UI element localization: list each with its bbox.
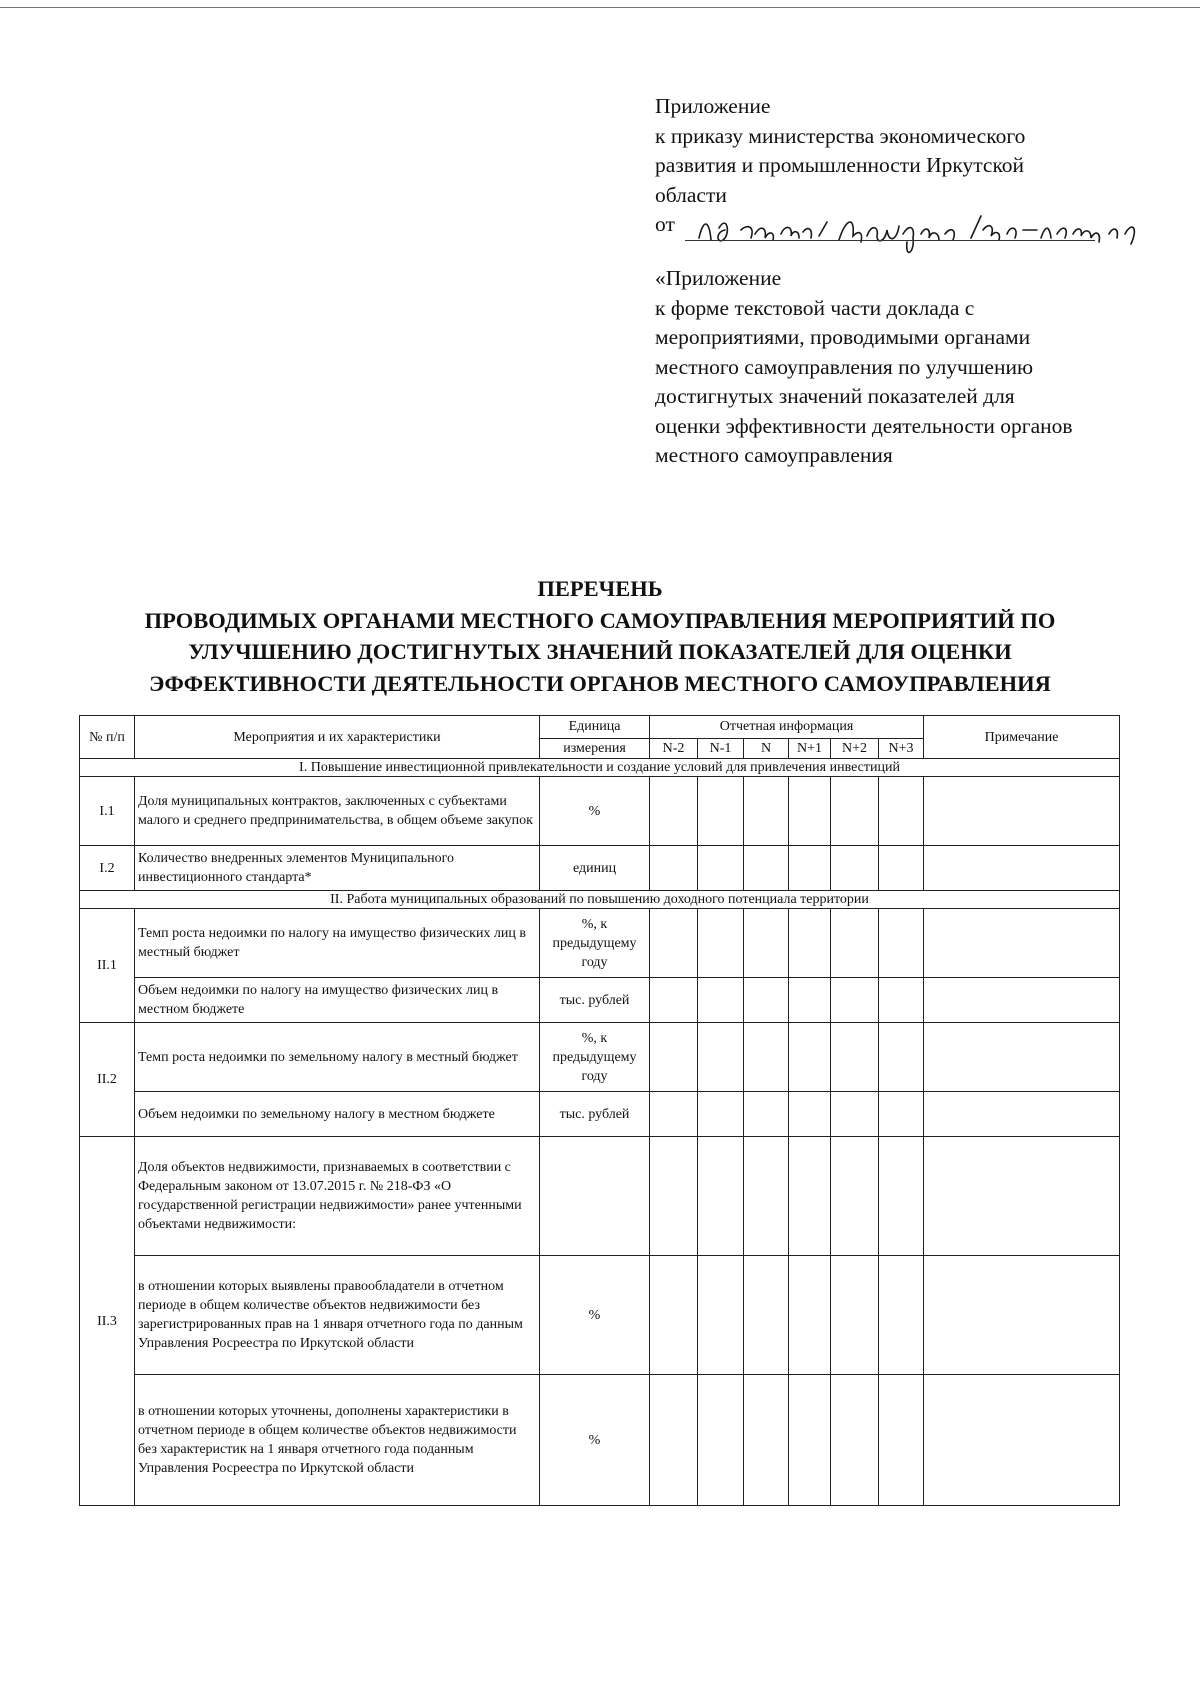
value-cell bbox=[789, 1023, 831, 1092]
value-cell bbox=[831, 1137, 879, 1256]
value-cell bbox=[698, 909, 744, 978]
header-year: N+2 bbox=[831, 738, 879, 758]
table-row bbox=[80, 1137, 1120, 1256]
value-cell bbox=[698, 1137, 744, 1256]
value-cell bbox=[789, 1092, 831, 1137]
row-unit: единиц bbox=[540, 846, 650, 891]
row-unit: % bbox=[540, 777, 650, 846]
table-header-row-1 bbox=[80, 716, 1120, 739]
header-unit-line1: Единица bbox=[540, 716, 650, 739]
table-row bbox=[80, 909, 1120, 978]
row-text: Количество внедренных элементов Муниципального инвестиционного стандарта* bbox=[135, 846, 540, 891]
appendix-line-3: развития и промышленности Иркутской bbox=[655, 153, 1025, 177]
value-cell bbox=[744, 1256, 789, 1375]
note-cell bbox=[924, 978, 1120, 1023]
value-cell bbox=[650, 846, 698, 891]
value-cell bbox=[789, 777, 831, 846]
row-unit bbox=[540, 1137, 650, 1256]
appendix-line-2: к приказу министерства экономического bbox=[655, 123, 1026, 148]
value-cell bbox=[831, 1256, 879, 1375]
value-cell bbox=[744, 1375, 789, 1506]
header-year: N bbox=[744, 738, 789, 758]
row-text: Темп роста недоимки по земельному налогу в местный бюджет bbox=[135, 1023, 540, 1092]
row-num: I.1 bbox=[80, 777, 135, 846]
title-line-3: УЛУЧШЕНИЮ ДОСТИГНУТЫХ ЗНАЧЕНИЙ ПОКАЗАТЕЛЕЙ ДЛЯ ОЦЕНКИ bbox=[188, 639, 1012, 664]
note-cell bbox=[924, 1023, 1120, 1092]
header-report: Отчетная информация bbox=[650, 716, 924, 739]
header-num: № п/п bbox=[80, 716, 135, 759]
value-cell bbox=[789, 1256, 831, 1375]
sub-appendix-line-4: местного самоуправления по улучшению bbox=[655, 354, 1034, 379]
value-cell bbox=[698, 1375, 744, 1506]
value-cell bbox=[698, 777, 744, 846]
note-cell bbox=[924, 777, 1120, 846]
value-cell bbox=[650, 1092, 698, 1137]
value-cell bbox=[879, 777, 924, 846]
appendix-date-line bbox=[655, 210, 1073, 240]
row-text: Доля объектов недвижимости, признаваемых в соответствии с Федеральным законом от 13.07.2015 г. № 218-ФЗ «О государственной регистрации недвижимости» ранее учтенными объектами недвижимости: bbox=[135, 1137, 540, 1256]
header-year: N+3 bbox=[879, 738, 924, 758]
title-line-1: ПЕРЕЧЕНЬ bbox=[537, 576, 663, 601]
section-title-2: II. Работа муниципальных образований по повышению доходного потенциала территории bbox=[80, 891, 1120, 909]
value-cell bbox=[831, 1375, 879, 1506]
sub-appendix-line-2: к форме текстовой части доклада с bbox=[655, 295, 975, 320]
note-cell bbox=[924, 1092, 1120, 1137]
appendix-line-1: Приложение bbox=[655, 94, 771, 118]
value-cell bbox=[789, 1375, 831, 1506]
row-unit: тыс. рублей bbox=[540, 978, 650, 1023]
note-cell bbox=[924, 1137, 1120, 1256]
date-prefix: от bbox=[655, 212, 675, 236]
sub-appendix-line-5: достигнутых значений показателей для bbox=[655, 384, 1015, 408]
value-cell bbox=[831, 1092, 879, 1137]
value-cell bbox=[879, 1023, 924, 1092]
value-cell bbox=[650, 1023, 698, 1092]
value-cell bbox=[744, 909, 789, 978]
measures-table bbox=[79, 715, 1120, 1506]
value-cell bbox=[831, 909, 879, 978]
table-row bbox=[80, 1375, 1120, 1506]
appendix-header bbox=[655, 92, 1073, 471]
table-row bbox=[80, 978, 1120, 1023]
section-row-2 bbox=[80, 891, 1120, 909]
value-cell bbox=[831, 846, 879, 891]
table-row bbox=[80, 777, 1120, 846]
value-cell bbox=[831, 777, 879, 846]
sub-appendix-block bbox=[655, 264, 1073, 471]
header-note: Примечание bbox=[924, 716, 1120, 759]
value-cell bbox=[650, 978, 698, 1023]
header-year: N-2 bbox=[650, 738, 698, 758]
header-unit-line2: измерения bbox=[540, 738, 650, 758]
value-cell bbox=[744, 1092, 789, 1137]
title-line-2: ПРОВОДИМЫХ ОРГАНАМИ МЕСТНОГО САМОУПРАВЛЕНИЯ МЕРОПРИЯТИЙ ПО bbox=[144, 607, 1056, 633]
value-cell bbox=[744, 846, 789, 891]
handwritten-date-text bbox=[729, 186, 1041, 216]
value-cell bbox=[744, 978, 789, 1023]
value-cell bbox=[879, 909, 924, 978]
row-num: II.3 bbox=[80, 1137, 135, 1506]
value-cell bbox=[879, 1137, 924, 1256]
sub-appendix-line-1: «Приложение bbox=[655, 266, 782, 290]
sub-appendix-line-6: оценки эффективности деятельности органов bbox=[655, 413, 1073, 438]
row-num: II.1 bbox=[80, 909, 135, 1023]
value-cell bbox=[789, 1137, 831, 1256]
value-cell bbox=[698, 978, 744, 1023]
sub-appendix-line-7: местного самоуправления bbox=[655, 443, 893, 467]
value-cell bbox=[744, 1023, 789, 1092]
value-cell bbox=[698, 846, 744, 891]
value-cell bbox=[789, 978, 831, 1023]
section-row-1 bbox=[80, 759, 1120, 777]
header-year: N+1 bbox=[789, 738, 831, 758]
row-text: Объем недоимки по налогу на имущество физических лиц в местном бюджете bbox=[135, 978, 540, 1023]
table-row bbox=[80, 1256, 1120, 1375]
header-activity: Мероприятия и их характеристики bbox=[135, 716, 540, 759]
row-text: Темп роста недоимки по налогу на имущество физических лиц в местный бюджет bbox=[135, 909, 540, 978]
top-border-line bbox=[0, 7, 1200, 8]
value-cell bbox=[879, 1375, 924, 1506]
value-cell bbox=[831, 1023, 879, 1092]
value-cell bbox=[650, 1375, 698, 1506]
value-cell bbox=[650, 1137, 698, 1256]
row-unit: % bbox=[540, 1256, 650, 1375]
handwritten-date-signature bbox=[689, 200, 1159, 258]
note-cell bbox=[924, 1375, 1120, 1506]
date-underline bbox=[685, 240, 1095, 241]
value-cell bbox=[698, 1256, 744, 1375]
value-cell bbox=[831, 978, 879, 1023]
row-unit: % bbox=[540, 1375, 650, 1506]
sub-appendix-line-3: мероприятиями, проводимыми органами bbox=[655, 325, 1031, 349]
value-cell bbox=[744, 1137, 789, 1256]
value-cell bbox=[698, 1092, 744, 1137]
value-cell bbox=[879, 1256, 924, 1375]
table-row bbox=[80, 1092, 1120, 1137]
row-unit: %, к предыдущему году bbox=[540, 1023, 650, 1092]
value-cell bbox=[879, 846, 924, 891]
section-title-1: I. Повышение инвестиционной привлекательности и создание условий для привлечения инвестиций bbox=[80, 759, 1120, 777]
header-year: N-1 bbox=[698, 738, 744, 758]
row-text: в отношении которых выявлены правообладатели в отчетном периоде в общем количестве объектов недвижимости без зарегистрированных прав на 1 января отчетного года по данным Управления Росреестра по Иркутской области bbox=[135, 1256, 540, 1375]
row-unit: тыс. рублей bbox=[540, 1092, 650, 1137]
value-cell bbox=[650, 1256, 698, 1375]
value-cell bbox=[789, 846, 831, 891]
title-line-4: ЭФФЕКТИВНОСТИ ДЕЯТЕЛЬНОСТИ ОРГАНОВ МЕСТНОГО САМОУПРАВЛЕНИЯ bbox=[149, 670, 1051, 696]
row-num: I.2 bbox=[80, 846, 135, 891]
appendix-line-4: области bbox=[655, 182, 727, 207]
row-text: Доля муниципальных контрактов, заключенных с субъектами малого и среднего предпринимательства, в общем объеме закупок bbox=[135, 777, 540, 846]
row-unit: %, к предыдущему году bbox=[540, 909, 650, 978]
note-cell bbox=[924, 846, 1120, 891]
value-cell bbox=[789, 909, 831, 978]
value-cell bbox=[650, 909, 698, 978]
note-cell bbox=[924, 909, 1120, 978]
value-cell bbox=[698, 1023, 744, 1092]
table-row bbox=[80, 846, 1120, 891]
value-cell bbox=[744, 777, 789, 846]
table-row bbox=[80, 1023, 1120, 1092]
value-cell bbox=[879, 1092, 924, 1137]
document-title bbox=[80, 573, 1120, 699]
note-cell bbox=[924, 1256, 1120, 1375]
row-num: II.2 bbox=[80, 1023, 135, 1137]
row-text: в отношении которых уточнены, дополнены характеристики в отчетном периоде в общем количестве объектов недвижимости без характеристик на 1 января отчетного года поданным Управления Росреестра по Иркутской области bbox=[135, 1375, 540, 1506]
value-cell bbox=[650, 777, 698, 846]
value-cell bbox=[879, 978, 924, 1023]
row-text: Объем недоимки по земельному налогу в местном бюджете bbox=[135, 1092, 540, 1137]
